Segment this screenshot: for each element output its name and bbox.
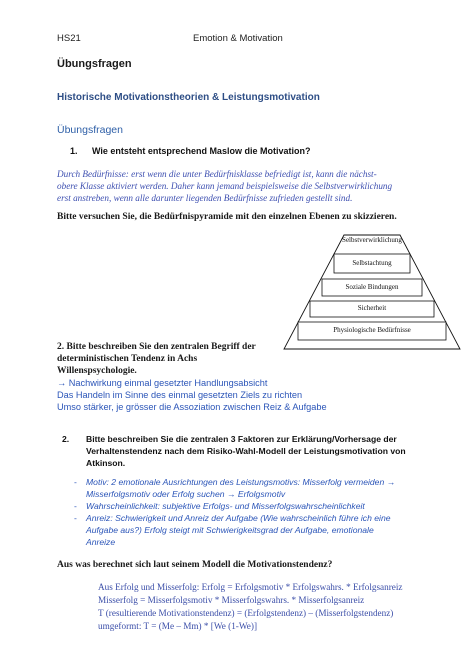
answer-2-line-1: → Nachwirkung einmal gesetzter Handlungsabsicht: [57, 378, 268, 388]
question-1-text: Wie entsteht entsprechend Maslow die Motivation?: [92, 146, 311, 156]
question-2-line-2: deterministischen Tendenz in Achs: [57, 354, 198, 364]
document-title: Übungsfragen: [57, 58, 132, 70]
formula-line-2: Misserfolg = Misserfolgsmotiv * Misserfolgswahrs. * Misserfolgsanreiz: [98, 595, 365, 605]
question-1-number: 1.: [70, 146, 78, 156]
answer-2-line-2: Das Handeln im Sinne des einmal gesetzten Ziels zu richten: [57, 390, 303, 400]
pyramid-level-3: Soziale Bindungen: [345, 283, 399, 291]
pyramid-level-1: Selbstverwirklichung: [342, 236, 402, 244]
formula-line-1: Aus Erfolg und Misserfolg: Erfolg = Erfolgsmotiv * Erfolgswahrs. * Erfolgsanreiz: [98, 582, 403, 592]
pyramid-level-5: Physiologische Bedürfnisse: [333, 326, 411, 334]
pyramid-level-4: Sicherheit: [357, 304, 387, 312]
answer-2-line-3: Umso stärker, je grösser die Assoziation zwischen Reiz & Aufgabe: [57, 402, 327, 412]
answer-3-line-1: Motiv: 2 emotionale Ausrichtungen des Leistungsmotivs: Misserfolg vermeiden →: [86, 477, 396, 487]
question-3-line-1: Bitte beschreiben Sie die zentralen 3 Faktoren zur Erklärung/Vorhersage der: [86, 434, 397, 444]
answer-3-line-5: Aufgabe aus?) Erfolg steigt mit Schwierigkeitsgrad der Aufgabe, emotionale: [86, 525, 374, 535]
question-2-line-1: 2. Bitte beschreiben Sie den zentralen Begriff der: [57, 342, 256, 352]
bullet-motiv: -: [74, 477, 77, 487]
formula-line-4: umgeformt: T = (Me – Mm) * [We (1-We)]: [98, 621, 257, 631]
answer-1-line-3: erst anstreben, wenn alle darunter liegenden Bedürfnisse zufrieden gestellt sind.: [57, 193, 353, 203]
answer-3-line-4: Anreiz: Schwierigkeit und Anreiz der Aufgabe (Wie wahrscheinlich führe ich eine: [86, 513, 391, 523]
section-title: Historische Motivationstheorien & Leistungsmotivation: [57, 92, 320, 103]
question-3-number: 2.: [62, 434, 70, 444]
answer-3-line-3: Wahrscheinlichkeit: subjektive Erfolgs- und Misserfolgswahrscheinlichkeit: [86, 501, 365, 511]
question-2-line-3: Willenspsychologie.: [57, 366, 137, 376]
question-3-line-3: Atkinson.: [86, 458, 126, 468]
answer-1-line-2: obere Klasse aktiviert werden. Daher kann jemand beispielsweise die Selbstverwirklichung: [57, 181, 393, 191]
question-1: [70, 146, 310, 156]
bullet-wahrscheinlichkeit: -: [74, 501, 77, 511]
header-subject: Emotion & Motivation: [193, 33, 283, 44]
question-3-line-2: Verhaltenstendenz nach dem Risiko-Wahl-Modell der Leistungsmotivation von: [86, 446, 406, 456]
answer-3-line-2: Misserfolgsmotiv oder Erfolg suchen → Erfolgsmotiv: [86, 489, 286, 499]
question-4: Aus was berechnet sich laut seinem Modell die Motivationstendenz?: [57, 560, 333, 570]
answer-3-line-6: Anreize: [86, 537, 116, 547]
subsection-title: Übungsfragen: [57, 124, 123, 136]
pyramid-level-2: Selbstachtung: [352, 259, 392, 267]
needs-pyramid: [282, 233, 462, 351]
sketch-prompt: Bitte versuchen Sie, die Bedürfnispyramide mit den einzelnen Ebenen zu skizzieren.: [57, 212, 397, 222]
formula-line-3: T (resultierende Motivationstendenz) = (Erfolgstendenz) – (Misserfolgstendenz): [98, 608, 394, 618]
bullet-anreiz: -: [74, 513, 77, 523]
header-course: HS21: [57, 33, 81, 44]
answer-1-line-1: Durch Bedürfnisse: erst wenn die unter Bedürfnisklasse befriedigt ist, kann die nächst-: [57, 169, 377, 179]
